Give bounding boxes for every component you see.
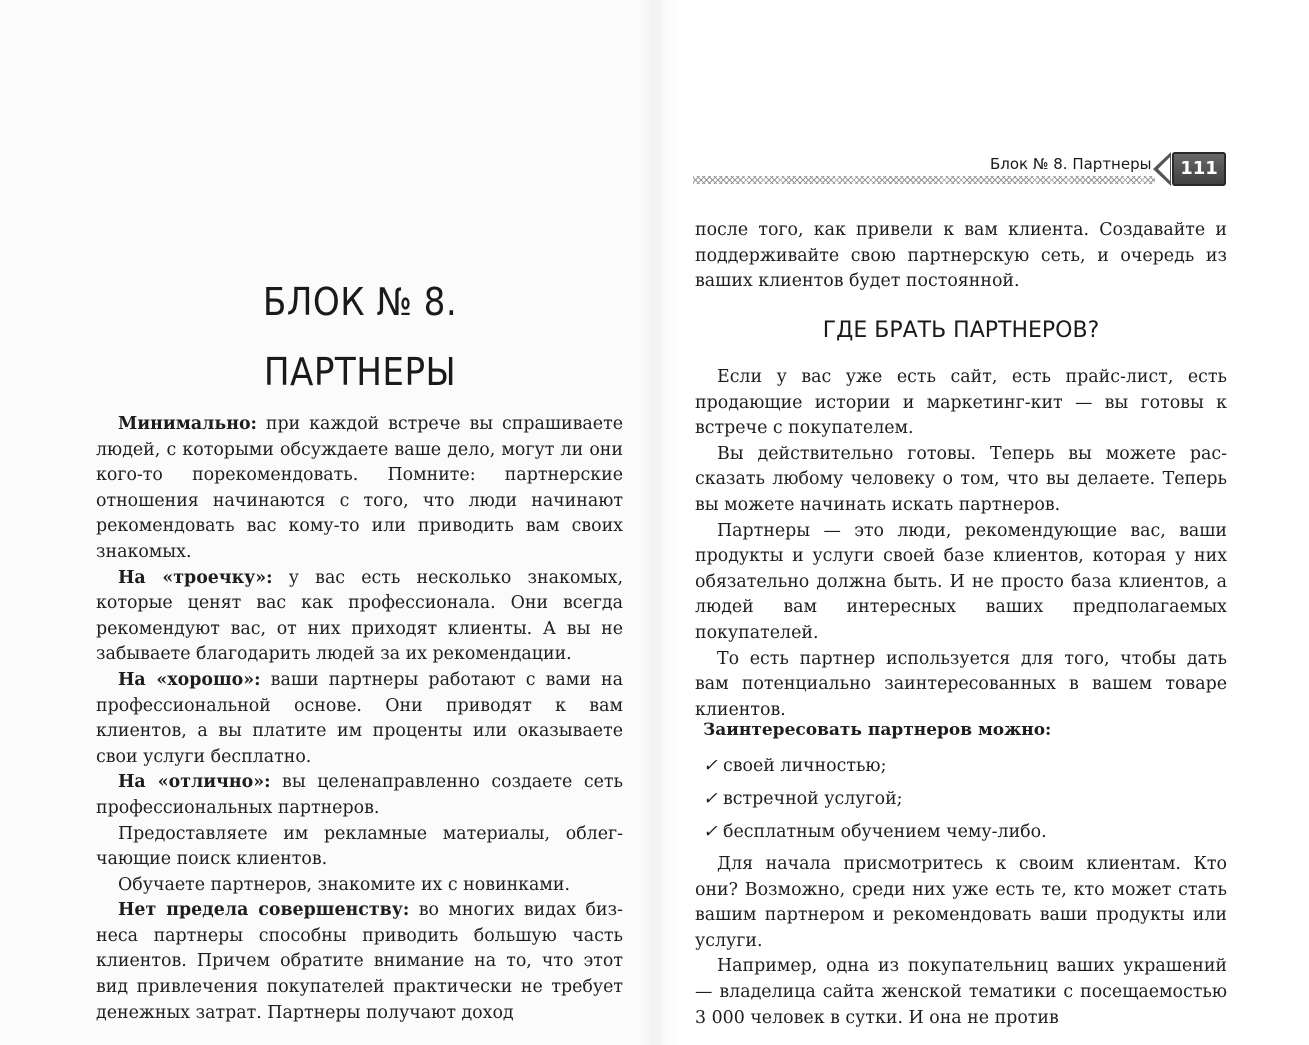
- page-arrow-inner: [1158, 157, 1170, 181]
- chapter-title-line1: БЛОК № 8.: [262, 280, 458, 324]
- check-icon: ✓: [703, 822, 718, 842]
- list-item: [703, 787, 1047, 820]
- paragraph-text: ваши партнеры работают с вами на профессиональной основе. Они приводят к вам клиентов, а вы платите им проценты или оказываете свои услуги бесплатно.: [96, 669, 623, 767]
- paragraph: [96, 898, 623, 1026]
- paragraph: после того, как привели к вам клиента. Создавайте и поддерживайте свою партнерскую сеть, и очередь из ваших клиентов будет постоянной.: [695, 220, 1227, 292]
- closing-text: [695, 852, 1227, 1031]
- paragraph: [96, 822, 623, 873]
- paragraph-text: у вас есть несколько знакомых, которые ценят вас как профессионала. Они всегда рекомендуют вас, от них приходят клиенты. А вы не забываете благодарить людей за их рекомендации.: [96, 567, 623, 665]
- paragraph-lead: На «отлично»:: [118, 772, 271, 793]
- right-page-text: [695, 365, 1227, 723]
- running-header: Блок № 8. Партнеры: [990, 155, 1152, 173]
- list-item: [703, 754, 1047, 787]
- page-number-badge: 111: [1172, 152, 1226, 186]
- list-item: [703, 820, 1047, 853]
- paragraph: [96, 412, 623, 566]
- list-item-text: встречной услугой;: [723, 789, 903, 809]
- paragraph-text: Предоставляете им рекламные материалы, облегчающие поиск клиентов.: [96, 823, 623, 870]
- paragraph: [96, 668, 623, 770]
- checklist: [703, 754, 1047, 853]
- paragraph-lead: На «хорошо»:: [118, 669, 261, 690]
- header-decorative-rule: [693, 176, 1155, 184]
- paragraph-text: Обучаете партнеров, знакомите их с новинками.: [118, 874, 571, 895]
- check-icon: ✓: [703, 789, 718, 809]
- check-icon: ✓: [703, 756, 718, 776]
- paragraph: [96, 566, 623, 668]
- section-heading: ГДЕ БРАТЬ ПАРТНЕРОВ?: [822, 318, 1100, 343]
- book-gutter: [640, 0, 680, 1045]
- chapter-title-line2: ПАРТНЕРЫ: [263, 350, 457, 394]
- list-item-text: бесплатным обучением чему-либо.: [723, 822, 1047, 842]
- paragraph: То есть партнер используется для того, чтобы дать вам потенциально заинтересованных в вашем товаре клиентов.: [695, 648, 1227, 720]
- paragraph-text: при каждой встрече вы спрашиваете людей, с которыми обсуждаете ваше дело, могут ли они кого-то порекомендовать. Помните: партнерские отношения начинаются с того, что люди начинают рекомендовать вас кому-то или приводить вам своих знакомых.: [96, 414, 623, 562]
- paragraph-text: во многих видах бизнеса партнеры способны приводить большую часть клиентов. Причем обратите внимание на то, что этот вид привлечения покупателей практически не требует денежных затрат. Партнеры получают доход: [96, 900, 623, 1023]
- paragraph-text: вы целенаправленно создаете сеть профессиональных партнеров.: [96, 772, 623, 818]
- left-page-text: [96, 412, 623, 1026]
- paragraph: Если у вас уже есть сайт, есть прайс-лист, есть продающие истории и маркетинг-кит — вы готовы к встрече с покупателем.: [695, 367, 1227, 439]
- paragraph-lead: Нет предела совершенству:: [118, 900, 410, 921]
- paragraph: Например, одна из покупательниц ваших украшений — владелица сайта женской тематики с посещаемостью 3 000 человек в сутки. И она не против: [695, 956, 1227, 1028]
- paragraph: Для начала присмотритесь к своим клиентам. Кто они? Возможно, среди них уже есть те, кто может стать вашим партнером и рекомендовать ваши продукты или услуги.: [695, 854, 1227, 951]
- paragraph-lead: На «троечку»:: [118, 567, 273, 588]
- paragraph: [96, 770, 623, 821]
- paragraph: Вы действительно готовы. Теперь вы можете рассказать любому человеку о том, что вы делаете. Теперь вы можете начинать искать партнеров.: [695, 443, 1227, 515]
- continuation-text: [695, 218, 1227, 295]
- paragraph: Партнеры — это люди, рекомендующие вас, ваши продукты и услуги своей базе клиентов, которая у них обязательно должна быть. И не просто база клиентов, а людей вам интересных ваших предполагаемых покупателей.: [695, 520, 1227, 643]
- list-item-text: своей личностью;: [723, 756, 887, 776]
- paragraph: [96, 873, 623, 899]
- paragraph-lead: Минимально:: [118, 414, 257, 434]
- list-label: Заинтересовать партнеров можно:: [703, 720, 1052, 740]
